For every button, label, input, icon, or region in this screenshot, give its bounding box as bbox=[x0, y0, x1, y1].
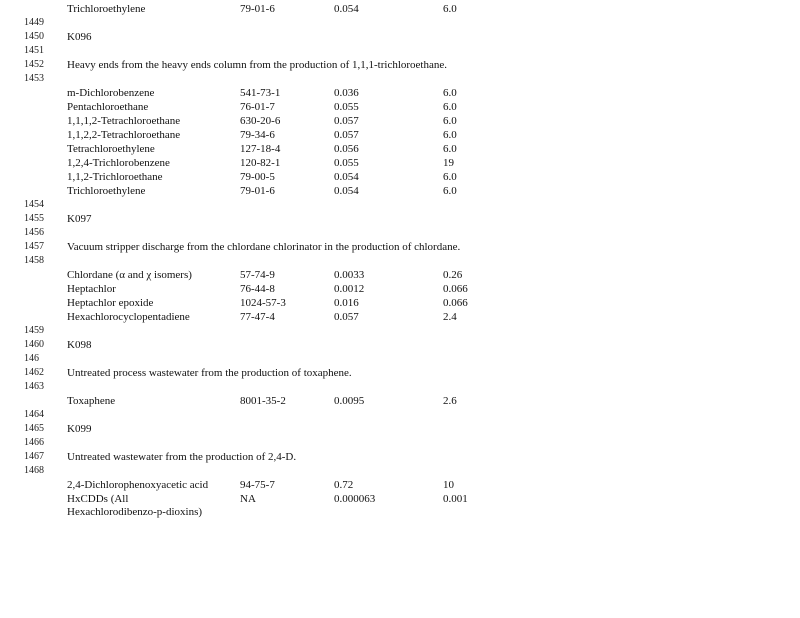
chemical-name: 1,1,2,2-Tetrachloroethane bbox=[67, 129, 181, 141]
wastewater-concentration: 0.056 bbox=[334, 143, 359, 155]
nonwastewater-concentration: 6.0 bbox=[443, 115, 457, 127]
cas-number: 79-01-6 bbox=[240, 185, 275, 197]
wastewater-concentration: 0.054 bbox=[334, 3, 359, 15]
chemical-name: Pentachloroethane bbox=[67, 101, 149, 113]
line-number: 1458 bbox=[24, 255, 44, 266]
cas-number: 79-01-6 bbox=[240, 3, 275, 15]
chemical-name: Trichloroethylene bbox=[67, 185, 146, 197]
line-number: 1462 bbox=[24, 367, 44, 378]
cas-number: 120-82-1 bbox=[240, 157, 281, 169]
waste-code: K098 bbox=[67, 339, 92, 351]
chemical-name-continuation: Hexachlorodibenzo-p-dioxins) bbox=[67, 506, 203, 518]
cas-number: 8001-35-2 bbox=[240, 395, 286, 407]
nonwastewater-concentration: 0.26 bbox=[443, 269, 463, 281]
line-number: 1466 bbox=[24, 437, 44, 448]
wastewater-concentration: 0.054 bbox=[334, 185, 359, 197]
cas-number: 57-74-9 bbox=[240, 269, 275, 281]
chemical-name: Chlordane (α and χ isomers) bbox=[67, 269, 192, 281]
cas-number: NA bbox=[240, 493, 256, 505]
cas-number: 127-18-4 bbox=[240, 143, 281, 155]
line-number: 1450 bbox=[24, 31, 44, 42]
waste-description: Vacuum stripper discharge from the chlordane chlorinator in the production of chlordane. bbox=[67, 241, 461, 253]
waste-description: Untreated process wastewater from the production of toxaphene. bbox=[67, 367, 352, 379]
wastewater-concentration: 0.016 bbox=[334, 297, 359, 309]
wastewater-concentration: 0.0012 bbox=[334, 283, 365, 295]
waste-description: Heavy ends from the heavy ends column from the production of 1,1,1-trichloroethane. bbox=[67, 59, 447, 71]
wastewater-concentration: 0.72 bbox=[334, 479, 354, 491]
wastewater-concentration: 0.055 bbox=[334, 157, 359, 169]
cas-number: 630-20-6 bbox=[240, 115, 281, 127]
chemical-name: Hexachlorocyclopentadiene bbox=[67, 311, 190, 323]
chemical-name: Toxaphene bbox=[67, 395, 116, 407]
wastewater-concentration: 0.057 bbox=[334, 311, 359, 323]
chemical-name: 1,1,1,2-Tetrachloroethane bbox=[67, 115, 181, 127]
nonwastewater-concentration: 19 bbox=[443, 157, 454, 169]
wastewater-concentration: 0.057 bbox=[334, 129, 359, 141]
nonwastewater-concentration: 6.0 bbox=[443, 87, 457, 99]
nonwastewater-concentration: 6.0 bbox=[443, 143, 457, 155]
nonwastewater-concentration: 10 bbox=[443, 479, 454, 491]
nonwastewater-concentration: 6.0 bbox=[443, 3, 457, 15]
cas-number: 76-01-7 bbox=[240, 101, 275, 113]
line-number: 1452 bbox=[24, 59, 44, 70]
wastewater-concentration: 0.000063 bbox=[334, 493, 376, 505]
line-number: 1460 bbox=[24, 339, 44, 350]
chemical-name: m-Dichlorobenzene bbox=[67, 87, 155, 99]
line-number: 1451 bbox=[24, 45, 44, 56]
line-number: 1453 bbox=[24, 73, 44, 84]
wastewater-concentration: 0.036 bbox=[334, 87, 359, 99]
chemical-name: 1,1,2-Trichloroethane bbox=[67, 171, 163, 183]
line-number: 146 bbox=[24, 353, 39, 364]
nonwastewater-concentration: 6.0 bbox=[443, 101, 457, 113]
cas-number: 94-75-7 bbox=[240, 479, 275, 491]
line-number: 1455 bbox=[24, 213, 44, 224]
wastewater-concentration: 0.0095 bbox=[334, 395, 365, 407]
cas-number: 1024-57-3 bbox=[240, 297, 286, 309]
chemical-name: HxCDDs (All bbox=[67, 493, 129, 505]
chemical-name: 1,2,4-Trichlorobenzene bbox=[67, 157, 170, 169]
line-number: 1457 bbox=[24, 241, 44, 252]
nonwastewater-concentration: 6.0 bbox=[443, 171, 457, 183]
chemical-name: Tetrachloroethylene bbox=[67, 143, 155, 155]
nonwastewater-concentration: 6.0 bbox=[443, 129, 457, 141]
waste-code: K099 bbox=[67, 423, 92, 435]
line-number: 1459 bbox=[24, 325, 44, 336]
nonwastewater-concentration: 2.6 bbox=[443, 395, 457, 407]
cas-number: 79-34-6 bbox=[240, 129, 275, 141]
waste-code: K097 bbox=[67, 213, 92, 225]
nonwastewater-concentration: 0.001 bbox=[443, 493, 468, 505]
line-number: 1465 bbox=[24, 423, 44, 434]
chemical-name: Heptachlor bbox=[67, 283, 116, 295]
cas-number: 541-73-1 bbox=[240, 87, 281, 99]
line-number: 1449 bbox=[24, 17, 44, 28]
chemical-name: 2,4-Dichlorophenoxyacetic acid bbox=[67, 479, 209, 491]
chemical-name: Heptachlor epoxide bbox=[67, 297, 154, 309]
wastewater-concentration: 0.057 bbox=[334, 115, 359, 127]
chemical-name: Trichloroethylene bbox=[67, 3, 146, 15]
line-number: 1464 bbox=[24, 409, 44, 420]
nonwastewater-concentration: 0.066 bbox=[443, 297, 468, 309]
nonwastewater-concentration: 0.066 bbox=[443, 283, 468, 295]
line-number: 1454 bbox=[24, 199, 44, 210]
cas-number: 77-47-4 bbox=[240, 311, 275, 323]
cas-number: 76-44-8 bbox=[240, 283, 275, 295]
wastewater-concentration: 0.0033 bbox=[334, 269, 365, 281]
line-number: 1456 bbox=[24, 227, 44, 238]
wastewater-concentration: 0.055 bbox=[334, 101, 359, 113]
line-number: 1467 bbox=[24, 451, 44, 462]
cas-number: 79-00-5 bbox=[240, 171, 275, 183]
nonwastewater-concentration: 6.0 bbox=[443, 185, 457, 197]
waste-description: Untreated wastewater from the production of 2,4-D. bbox=[67, 451, 297, 463]
waste-code: K096 bbox=[67, 31, 92, 43]
nonwastewater-concentration: 2.4 bbox=[443, 311, 457, 323]
wastewater-concentration: 0.054 bbox=[334, 171, 359, 183]
line-number: 1468 bbox=[24, 465, 44, 476]
line-number: 1463 bbox=[24, 381, 44, 392]
